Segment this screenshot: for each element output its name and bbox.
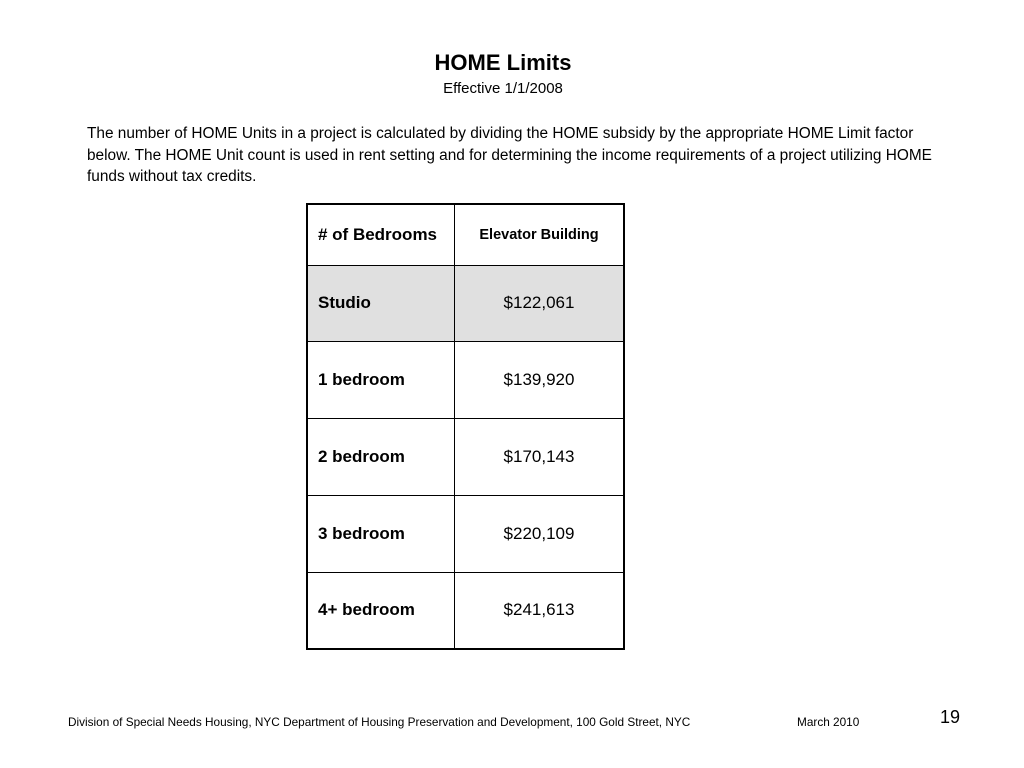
footer-organization: Division of Special Needs Housing, NYC Department of Housing Preservation and Development, 100 Gold Street, NYC (68, 715, 691, 729)
home-limit-cell: $122,061 (455, 265, 625, 342)
home-limit-cell: $139,920 (455, 342, 625, 419)
home-limit-cell: $220,109 (455, 495, 625, 572)
intro-paragraph: The number of HOME Units in a project is calculated by dividing the HOME subsidy by the appropriate HOME Limit factor below. The HOME Unit count is used in rent setting and for determining the income requirements of a project utilizing HOME funds without tax credits. (87, 125, 932, 185)
bedrooms-column-header: # of Bedrooms (307, 204, 455, 265)
table-row (307, 419, 624, 496)
bedroom-type-cell: Studio (307, 265, 455, 342)
bedroom-type-cell: 2 bedroom (307, 419, 455, 496)
bedroom-type-cell: 3 bedroom (307, 495, 455, 572)
home-limits-table (306, 203, 625, 650)
table-row (307, 572, 624, 649)
bedroom-type-cell: 4+ bedroom (307, 572, 455, 649)
page-number: 19 (940, 707, 961, 727)
table-row (307, 495, 624, 572)
home-limit-cell: $241,613 (455, 572, 625, 649)
home-limit-cell: $170,143 (455, 419, 625, 496)
table-row (307, 342, 624, 419)
page-subtitle: Effective 1/1/2008 (443, 80, 563, 97)
page-title: HOME Limits (434, 50, 572, 75)
bedroom-type-cell: 1 bedroom (307, 342, 455, 419)
elevator-building-column-header: Elevator Building (455, 204, 625, 265)
footer-date: March 2010 (797, 715, 860, 729)
table-row (307, 265, 624, 342)
table-header-row (307, 204, 624, 265)
